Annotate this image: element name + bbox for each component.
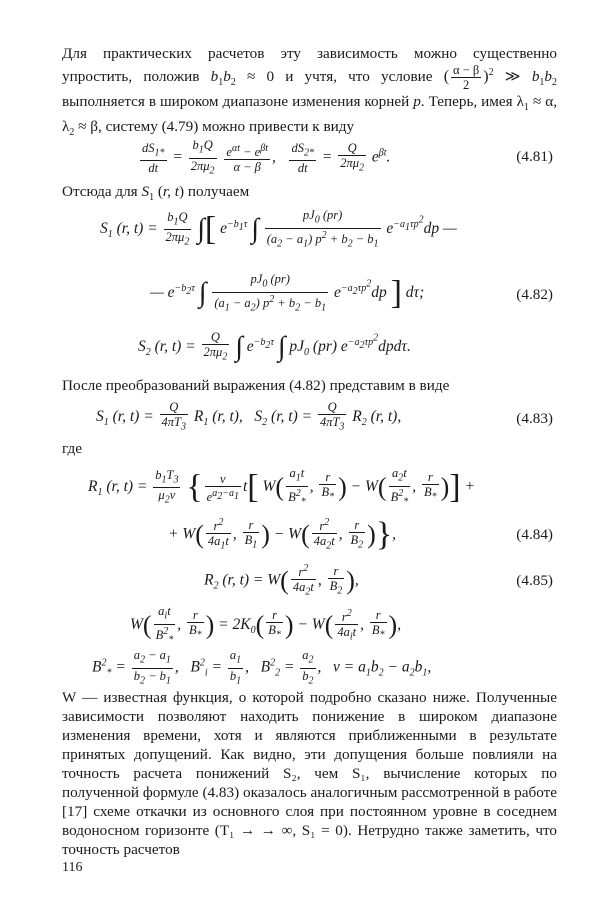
equation-4-81: $\frac{dS_{1*}}{dt}$ = $\frac{b_1Q}{2\pi\mu_2}$ $\frac{e^{\alpha t} - e^{\beta t}}{\alpha - \beta}$ , $\frac{dS_{2*}}{dt}$ = $\frac{Q}{2\pi\mu_2}$ $e^{\beta t}$. bbox=[142, 138, 391, 176]
final-paragraph: W — известная функция, о которой подробно сказано ниже. Полученные зависимости позволяют находить понижение в широком диапазоне изменения времени, хотя и являются приближенными в результате принятых допущений. Как видно, эти допущения больше повлияли на точность расчета понижений S₂, чем S₁, вычисление которых по полученной формуле (4.83) оказалось аналогичным рассмотренной в работе [17] схеме откачки из основного слоя при постоянном уровне в соседнем водоносном горизонте (T₁ → → ∞, S₁ = 0). Нетрудно также заметить, что точность расчетов bbox=[62, 689, 557, 858]
equation-number-4-85: (4.85) bbox=[516, 572, 553, 589]
where-word: где bbox=[62, 440, 82, 457]
equation-4-85: $R_2$ (r, t) = W( $\frac{r^2}{4a_2t}$ , $\frac{r}{B_2}$ ), bbox=[204, 563, 359, 598]
equation-4-82-line-3: $S_2$ (r, t) = $\frac{Q}{2\pi\mu_2}$ ∫ $e^{-b_2\tau}$ ∫ $pJ_0$ (pr) $e^{-a_2\tau p^2}dpd\tau$. bbox=[138, 330, 411, 363]
equation-number-4-83: (4.83) bbox=[516, 410, 553, 427]
equation-number-4-84: (4.84) bbox=[516, 526, 553, 543]
equation-number-4-81: (4.81) bbox=[516, 148, 553, 165]
equation-b-definitions: $B^2_*$ = $\frac{a_2 - a_1}{b_2 - b_1}$ , $B^2_i$ = $\frac{a_1}{b_1}$ , $B^2_2$ = $\frac{a_2}{b_2}$ , $\nu = a_1b_2 - a_2b_1$, bbox=[92, 648, 432, 686]
equation-4-82-line-2: — $e^{-b_2\tau}$ ∫ $\frac{pJ_0 (pr)}{(a_1 - a_2) p^2 + b_2 - b_1}$ $e^{-a_2\tau p^2}dp$ ] dτ; bbox=[150, 272, 425, 314]
equation-w-definition: W( $\frac{a_it}{B^2_*}$ , $\frac{r}{B_*}$ ) = $2K_0$( $\frac{r}{B_*}$ ) − W( $\frac{r^2}{4a_it}$ , $\frac{r}{B_*}$ ), bbox=[130, 604, 402, 646]
hence-line: Отсюда для $S_1$ (r, t) получаем bbox=[62, 183, 250, 204]
equation-4-84-line-2: + W( $\frac{r^2}{4a_1t}$ , $\frac{r}{B_1}$ ) − W( $\frac{r^2}{4a_2t}$ , $\frac{r}{B_2}$ )}, bbox=[168, 515, 397, 553]
equation-4-84-line-1: $R_1$ (r, t) = $\frac{b_1T_3}{\mu_2\nu}$ { $\frac{\nu}{e^{a_2-a_1}}$ t[ W( $\frac{a_1t}{B^2_*}$ , $\frac{r}{B_*}$ ) − W( $\frac{a_2t}{B^2_*}$ , $\frac{r}{B_*}$ )] + bbox=[88, 466, 475, 508]
after-transform-line: После преобразований выражения (4.82) представим в виде bbox=[62, 377, 450, 394]
intro-paragraph: Для практических расчетов эту зависимость можно существенно упростить, положив $b_1b_2 \approx 0$ и учтя, что условие ( $\frac{\alpha - \beta}{2}$ )$^2$ ≫ $b_1b_2$ выполняется в широком диапазоне изменения корней p. Теперь, имея $\lambda_1 \approx \alpha$, $\lambda_2 \approx \beta$, систему (4.79) можно привести к виду bbox=[62, 45, 558, 139]
equation-number-4-82: (4.82) bbox=[516, 286, 553, 303]
equation-4-82-line-1: $S_1$ (r, t) = $\frac{b_1Q}{2\pi\mu_2}$ ∫[ $e^{-b_1\tau}$ ∫ $\frac{pJ_0 (pr)}{(a_2 - a_1) p^2 + b_2 - b_1}$ $e^{-a_1\tau p^2}dp$ — bbox=[100, 208, 457, 250]
equation-4-83: $S_1$ (r, t) = $\frac{Q}{4\pi T_3}$ $R_1$ (r, t), $S_2$ (r, t) = $\frac{Q}{4\pi T_3}$ $R_2$ (r, t), bbox=[96, 400, 402, 433]
page-number: 116 bbox=[62, 860, 83, 875]
